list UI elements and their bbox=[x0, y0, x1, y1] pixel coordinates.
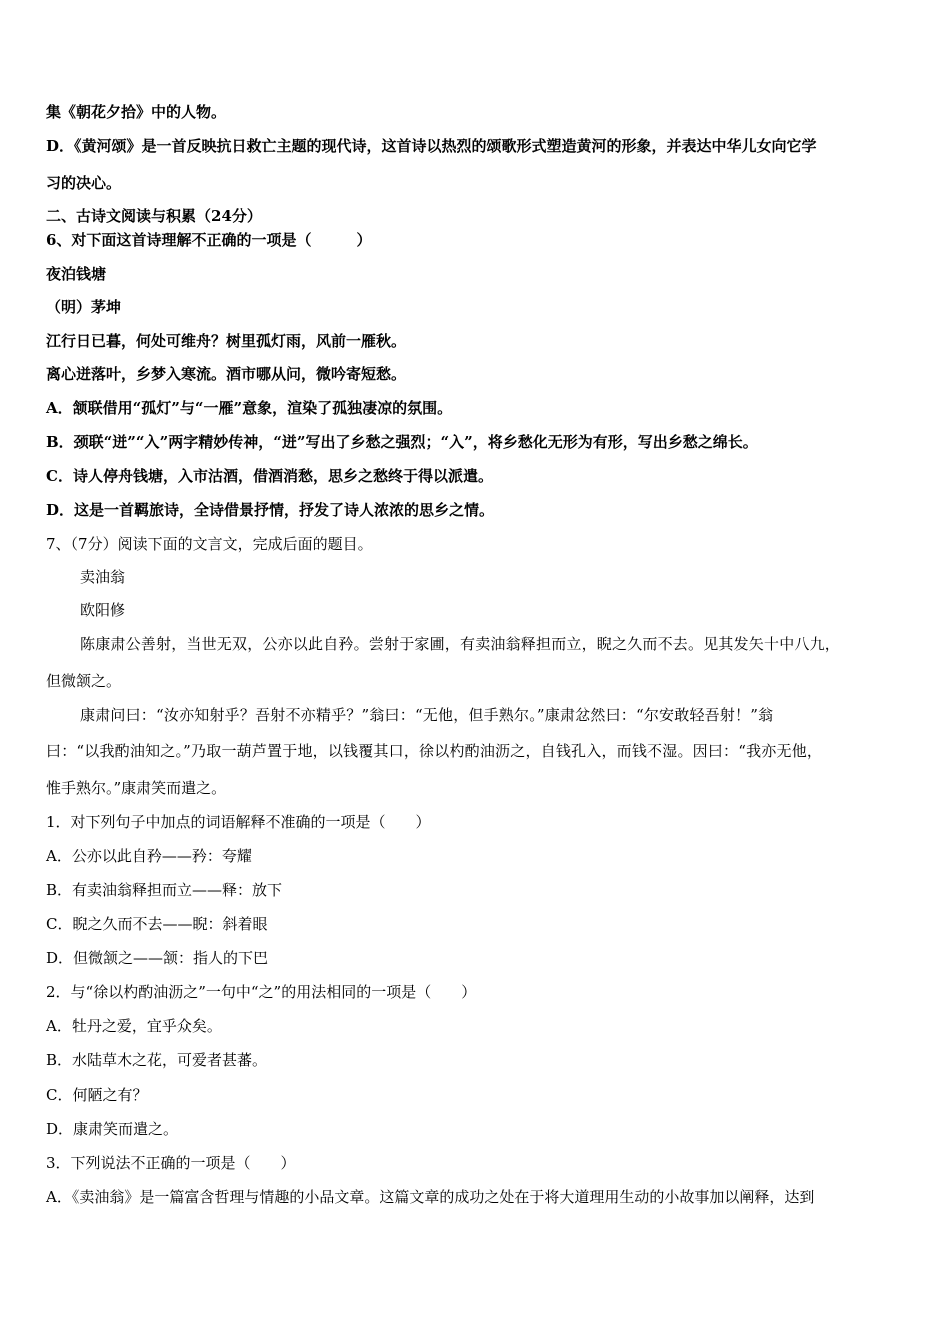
q6-poem-line2: 离心迸落叶，乡梦入寒流。酒市哪从问，微吟寄短愁。 bbox=[46, 365, 407, 383]
q7-sub1-option-a: A．公亦以此自矜——矜：夸耀 bbox=[46, 847, 252, 865]
q7-sub1-option-c: C．睨之久而不去——睨：斜着眼 bbox=[46, 915, 268, 933]
q7-sub2-option-d: D．康肃笑而遣之。 bbox=[46, 1120, 179, 1138]
section2-heading: 二、古诗文阅读与积累（24分） bbox=[46, 207, 262, 225]
q6-option-b: B．颈联“迸”“入”两字精妙传神，“迸”写出了乡愁之强烈；“入”，将乡愁化无形为有形，写出乡愁之绵长。 bbox=[46, 433, 758, 451]
q7-stem: 7、（7分）阅读下面的文言文，完成后面的题目。 bbox=[46, 535, 373, 553]
q7-para1-line1: 陈康肃公善射，当世无双，公亦以此自矜。尝射于家圃，有卖油翁释担而立，睨之久而不去。见其发矢十中八九， bbox=[80, 635, 841, 653]
q7-para2-line3: 惟手熟尔。”康肃笑而遣之。 bbox=[46, 779, 227, 797]
q7-para1-line2: 但微颔之。 bbox=[46, 672, 122, 690]
q6-option-c: C．诗人停舟钱塘，入市沽酒，借酒消愁，思乡之愁终于得以派遣。 bbox=[46, 467, 493, 485]
q6-poem-line1: 江行日已暮，何处可维舟？树里孤灯雨，风前一雁秋。 bbox=[46, 332, 407, 350]
q6-option-a: A．颔联借用“孤灯”与“一雁”意象，渲染了孤独凄凉的氛围。 bbox=[46, 399, 453, 417]
section1-tail-line: 集《朝花夕拾》中的人物。 bbox=[46, 103, 227, 121]
q7-sub2-option-c: C．何陋之有？ bbox=[46, 1086, 148, 1104]
q7-sub2-option-a: A．牡丹之爱，宜乎众矣。 bbox=[46, 1017, 222, 1035]
q7-text-title: 卖油翁 bbox=[80, 568, 126, 586]
q7-para2-line1: 康肃问曰：“汝亦知射乎？吾射不亦精乎？”翁曰：“无他，但手熟尔。”康肃忿然曰：“尔安敢轻吾射！”翁 bbox=[80, 706, 774, 724]
q7-sub2-stem: 2．与“徐以杓酌油沥之”一句中“之”的用法相同的一项是（ ） bbox=[46, 983, 477, 1001]
section1-option-d-line2: 习的决心。 bbox=[46, 174, 122, 192]
q7-text-author: 欧阳修 bbox=[80, 601, 126, 619]
q7-sub1-stem: 1．对下列句子中加点的词语解释不准确的一项是（ ） bbox=[46, 813, 431, 831]
q6-stem: 6、对下面这首诗理解不正确的一项是（ ） bbox=[46, 231, 372, 249]
q7-para2-line2: 曰：“以我酌油知之。”乃取一葫芦置于地，以钱覆其口，徐以杓酌油沥之，自钱孔入，而钱不湿。因曰：“我亦无他， bbox=[46, 742, 823, 760]
q6-poem-author: （明）茅坤 bbox=[46, 298, 122, 316]
q7-sub3-stem: 3．下列说法不正确的一项是（ ） bbox=[46, 1154, 296, 1172]
q7-sub3-option-a-line1: A．《卖油翁》是一篇富含哲理与情趣的小品文章。这篇文章的成功之处在于将大道理用生动的小故事加以阐释，达到 bbox=[46, 1188, 815, 1206]
q6-option-d: D．这是一首羁旅诗，全诗借景抒情，抒发了诗人浓浓的思乡之情。 bbox=[46, 501, 495, 519]
q7-sub2-option-b: B．水陆草木之花，可爱者甚蕃。 bbox=[46, 1051, 268, 1069]
q6-poem-title: 夜泊钱塘 bbox=[46, 265, 107, 283]
q7-sub1-option-b: B．有卖油翁释担而立——释：放下 bbox=[46, 881, 283, 899]
q7-sub1-option-d: D．但微颔之——颔：指人的下巴 bbox=[46, 949, 269, 967]
section1-option-d-line1: D．《黄河颂》是一首反映抗日救亡主题的现代诗，这首诗以热烈的颂歌形式塑造黄河的形象，并表达中华儿女向它学 bbox=[46, 137, 817, 155]
